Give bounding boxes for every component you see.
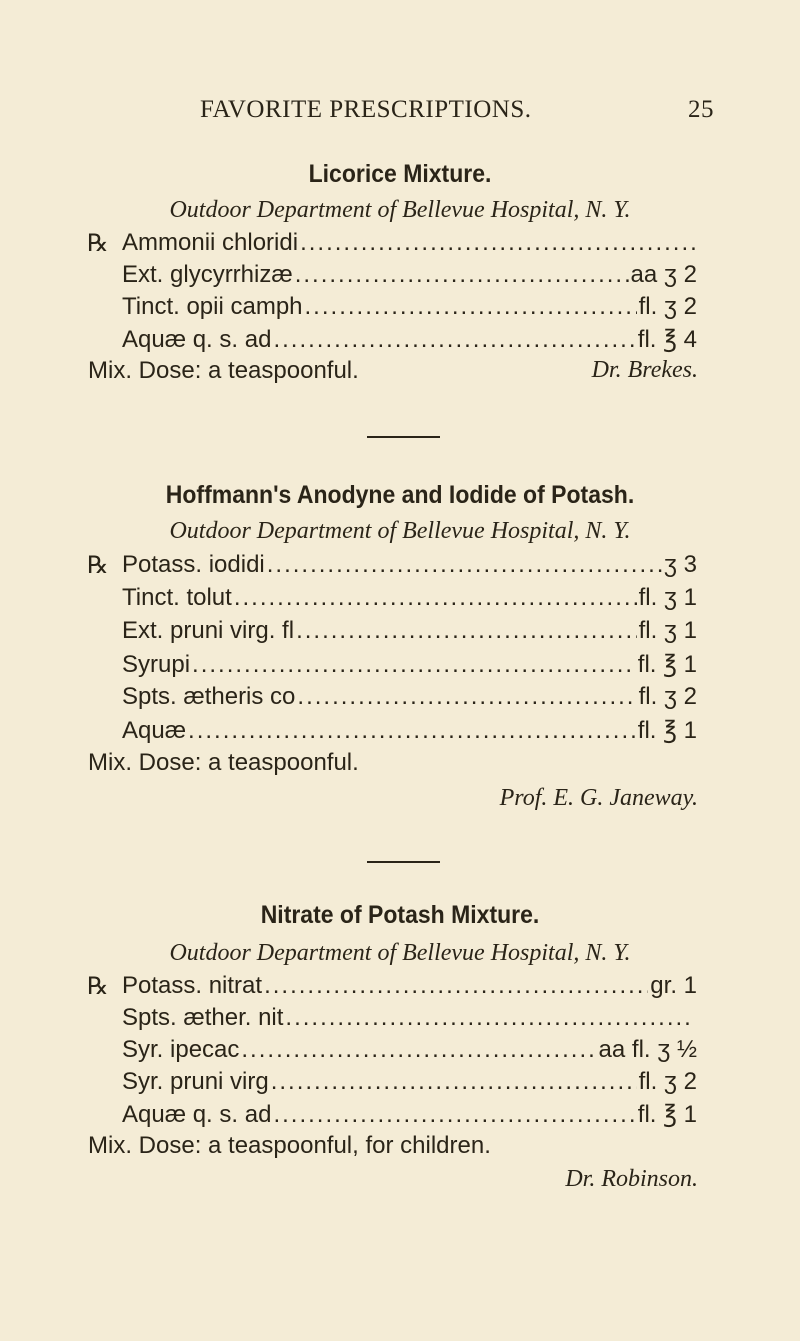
prescription-source: Outdoor Department of Bellevue Hospital, N. Y. [169, 518, 631, 544]
ingredient-line [122, 293, 697, 323]
ingredient-amount: fl. ℥ 1 [637, 1101, 697, 1128]
section-divider [367, 861, 440, 863]
ingredient-line [122, 551, 697, 581]
ingredient-amount: aa fl. ʒ ½ [598, 1036, 697, 1063]
directions: Mix. Dose: a teaspoonful. [88, 749, 359, 776]
ingredient-name: Tinct. tolut [122, 584, 232, 611]
ingredient-amount: fl. ℥ 1 [637, 717, 697, 744]
signature: Dr. Robinson. [565, 1166, 698, 1192]
rx-symbol: ℞ [87, 972, 109, 1000]
ingredient-amount: fl. ʒ 1 [638, 584, 697, 611]
ingredient-amount: fl. ʒ 2 [638, 293, 697, 320]
directions: Mix. Dose: a teaspoonful, for children. [88, 1132, 491, 1159]
rx-symbol: ℞ [87, 229, 109, 257]
ingredient-name: Syr. pruni virg [122, 1068, 269, 1095]
ingredient-name: Spts. æther. nit [122, 1004, 284, 1031]
ingredient-line [122, 1036, 697, 1066]
ingredient-name: Aquæ [122, 717, 187, 744]
ingredient-name: Potass. iodidi [122, 551, 265, 578]
ingredient-line [122, 716, 697, 746]
ingredient-amount: fl. ℥ 1 [637, 651, 697, 678]
ingredient-line [122, 261, 697, 291]
signature: Prof. E. G. Janeway. [499, 785, 698, 811]
ingredient-name: Spts. ætheris co [122, 683, 296, 710]
ingredient-name: Aquæ q. s. ad [122, 1101, 272, 1128]
section-divider [367, 436, 440, 438]
directions: Mix. Dose: a teaspoonful. [88, 357, 359, 384]
ingredient-line [122, 1068, 697, 1098]
ingredient-line [122, 650, 697, 680]
ingredient-line [122, 972, 697, 1002]
prescription-title: Hoffmann's Anodyne and Iodide of Potash. [165, 481, 635, 509]
ingredient-amount: fl. ʒ 2 [638, 1068, 697, 1095]
prescription-source: Outdoor Department of Bellevue Hospital, N. Y. [169, 197, 631, 223]
ingredient-name: Ammonii chloridi [122, 229, 299, 256]
ingredient-name: Ext. pruni virg. fl [122, 617, 295, 644]
ingredient-line [122, 1004, 697, 1034]
ingredient-name: Syrupi [122, 651, 191, 678]
ingredient-line [122, 683, 697, 713]
running-head-title: FAVORITE PRESCRIPTIONS. [200, 96, 532, 123]
rx-symbol: ℞ [87, 551, 109, 579]
ingredient-amount: ʒ 3 [663, 551, 697, 578]
ingredient-line [122, 584, 697, 614]
ingredient-name: Potass. nitrat [122, 972, 263, 999]
prescription-title: Licorice Mixture. [308, 160, 492, 188]
ingredient-line [122, 325, 697, 355]
ingredient-line [122, 229, 697, 259]
ingredient-amount: aa ʒ 2 [630, 261, 697, 288]
page-number: 25 [688, 96, 714, 123]
ingredient-name: Tinct. opii camph [122, 293, 303, 320]
ingredient-amount: fl. ʒ 1 [638, 617, 697, 644]
ingredient-line [122, 1100, 697, 1130]
ingredient-name: Aquæ q. s. ad [122, 326, 272, 353]
ingredient-name: Ext. glycyrrhizæ [122, 261, 293, 288]
ingredient-amount: fl. ʒ 2 [638, 683, 697, 710]
ingredient-line [122, 617, 697, 647]
ingredient-name: Syr. ipecac [122, 1036, 240, 1063]
ingredient-amount: gr. 1 [650, 972, 697, 999]
signature: Dr. Brekes. [591, 357, 698, 383]
prescription-title: Nitrate of Potash Mixture. [260, 901, 540, 929]
ingredient-amount: fl. ℥ 4 [637, 326, 697, 353]
prescription-source: Outdoor Department of Bellevue Hospital, N. Y. [169, 940, 631, 966]
